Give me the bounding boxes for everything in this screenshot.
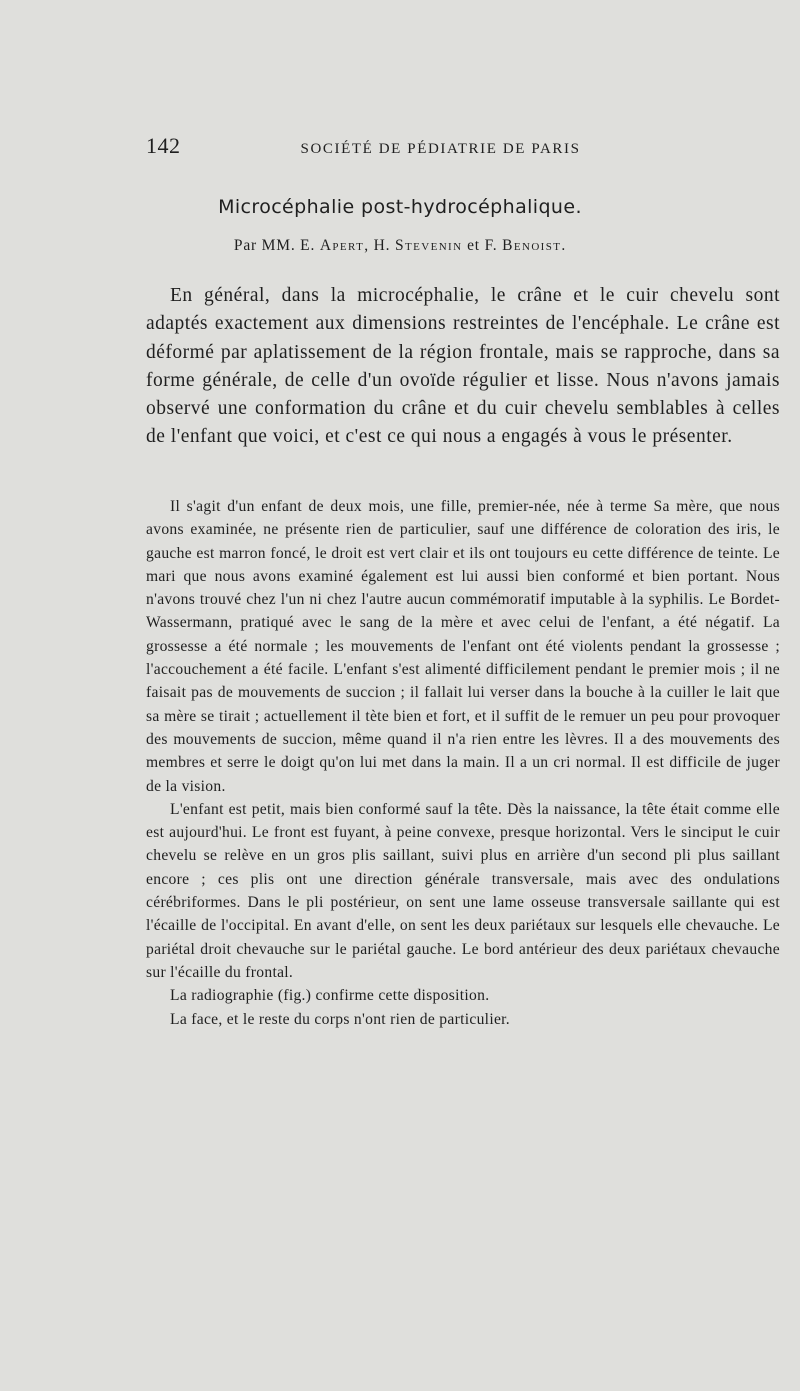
body-paragraph: L'enfant est petit, mais bien conformé sauf la tête. Dès la naissance, la tête était comme elle est aujourd'hui. Le front est fuyant, à peine convexe, presque horizontal. Vers le sinciput le cuir chevelu se relève en un gros plis saillant, suivi plus en arrière d'un second pli plus saillant encore ; ces plis ont une direction générale transversale, mais avec des ondulations cérébriformes. Dans le pli postérieur, on sent une lame osseuse transversale saillante qui est l'écaille de l'occipital. En avant d'elle, on sent les deux pariétaux sur lesquels elle chevauche. Le pariétal droit chevauche sur le pariétal gauche. Le bord antérieur des deux pariétaux chevauche sur l'écaille du frontal. (146, 800, 780, 981)
article-authors (0, 237, 800, 255)
page-header (146, 133, 606, 159)
body-paragraph: Il s'agit d'un enfant de deux mois, une fille, premier-née, née à terme Sa mère, que nous avons examinée, ne présente rien de particulier, sauf une différence de coloration des iris, le gauche est marron foncé, le droit est vert clair et ils ont toujours eu cette différence de teinte. Le mari que nous avons examiné également est lui aussi bien conformé et bien portant. Nous n'avons trouvé chez l'un ni chez l'autre aucun commémoratif imputable à la syphilis. Le Bordet-Wassermann, pratiqué avec le sang de la mère et avec celui de l'enfant, a été négatif. La grossesse a été normale ; les mouvements de l'enfant ont été violents pendant la grossesse ; l'accouchement a été facile. L'enfant s'est alimenté difficilement pendant le premier mois ; il ne faisait pas de mouvements de succion ; il fallait lui verser dans la bouche à la cuiller le lait que sa mère se tirait ; actuellement il tète bien et fort, et il suffit de le remuer un peu pour provoquer des mouvements de succion, même quand il n'a rien entre les lèvres. Il a des mouvements des membres et serre le doigt qu'on lui met dans la main. Il a un cri normal. Il est difficile de juger de la vision. (146, 498, 780, 795)
intro-section (146, 282, 780, 452)
author-stevenin: Stevenin (394, 237, 463, 254)
body-paragraph: La radiographie (fig.) confirme cette disposition. (170, 987, 490, 1005)
authors-middle-1: , H. (364, 237, 391, 254)
article-title: Microcéphalie post-hydrocéphalique. (218, 196, 582, 218)
running-title: SOCIÉTÉ DE PÉDIATRIE DE PARIS (300, 141, 581, 157)
page-number: 142 (146, 133, 181, 158)
author-benoist: Benoist (502, 237, 562, 254)
authors-prefix: Par MM. E. (233, 237, 316, 254)
body-section (146, 495, 780, 1031)
intro-paragraph: En général, dans la microcéphalie, le crâne et le cuir chevelu sont adaptés exactement aux dimensions restreintes de l'encéphale. Le crâne est déformé par aplatissement de la région frontale, mais se rapproche, dans sa forme générale, de celle d'un ovoïde régulier et lisse. Nous n'avons jamais observé une conformation du crâne et du cuir chevelu semblables à celles de l'enfant que voici, et c'est ce qui nous a engagés à vous le présenter. (146, 285, 780, 448)
body-paragraph: La face, et le reste du corps n'ont rien de particulier. (170, 1010, 511, 1028)
author-apert: Apert (319, 237, 365, 254)
authors-suffix: . (561, 237, 567, 254)
authors-middle-2: et F. (462, 237, 498, 254)
